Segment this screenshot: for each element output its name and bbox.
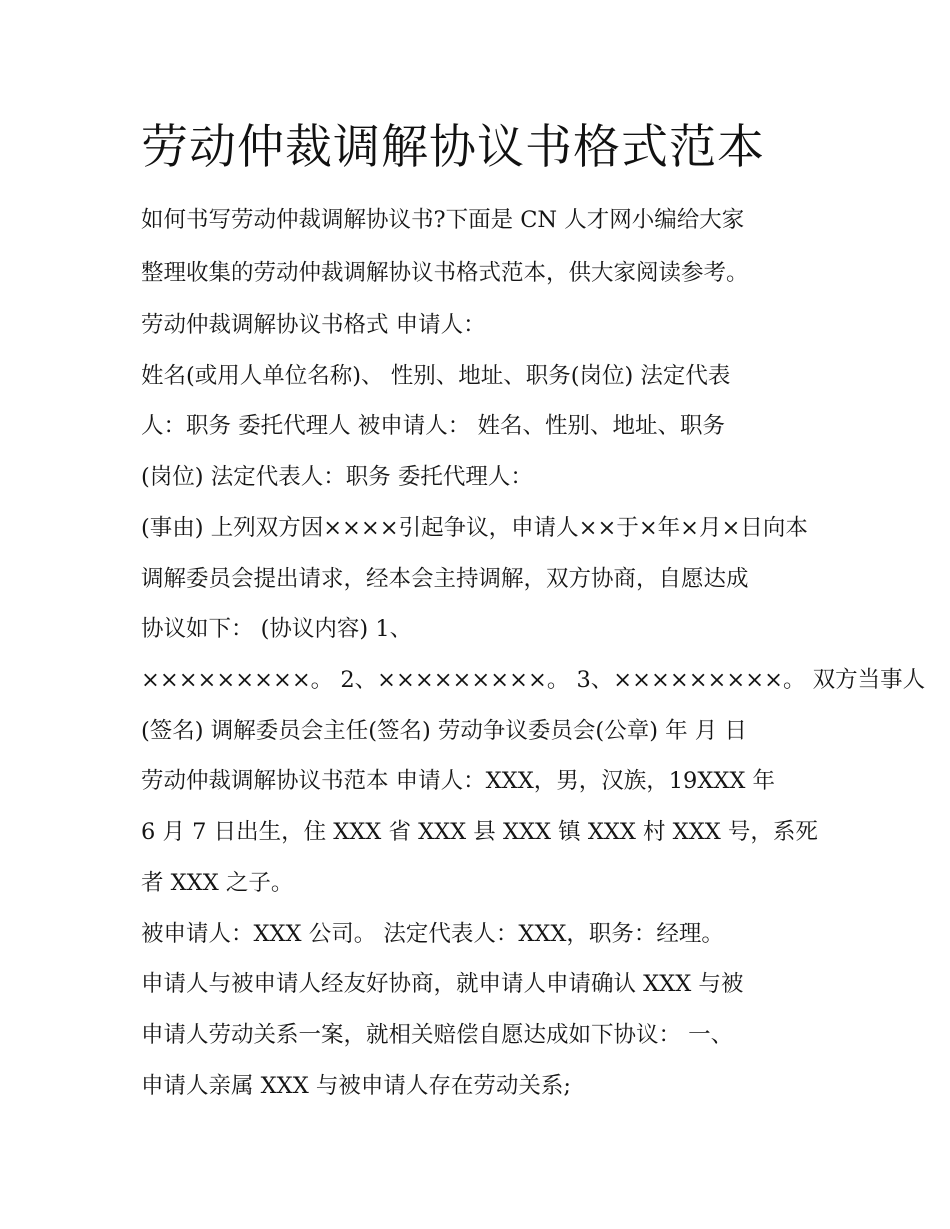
body-line: 如何书写劳动仲裁调解协议书?下面是 CN 人才网小编给大家 bbox=[141, 207, 745, 233]
body-line: 劳动仲裁调解协议书范本 申请人：XXX，男，汉族，19XXX 年 bbox=[141, 768, 776, 794]
body-line: 6 月 7 日出生，住 XXX 省 XXX 县 XXX 镇 XXX 村 XXX 号，系死 bbox=[141, 819, 818, 845]
body-line: 被申请人：XXX 公司。 法定代表人：XXX，职务：经理。 bbox=[141, 921, 724, 947]
body-line: 调解委员会提出请求，经本会主持调解，双方协商，自愿达成 bbox=[141, 566, 749, 592]
body-line: 协议如下： (协议内容) 1、 bbox=[141, 616, 413, 642]
body-line: 人：职务 委托代理人 被申请人： 姓名、性别、地址、职务 bbox=[141, 413, 725, 439]
body-line: 申请人亲属 XXX 与被申请人存在劳动关系; bbox=[141, 1073, 571, 1099]
body-line: 姓名(或用人单位名称)、 性别、地址、职务(岗位) 法定代表 bbox=[141, 363, 731, 389]
body-line: 申请人劳动关系一案，就相关赔偿自愿达成如下协议： 一、 bbox=[141, 1022, 734, 1048]
body-line: 整理收集的劳动仲裁调解协议书格式范本，供大家阅读参考。 bbox=[141, 260, 749, 286]
body-line: 者 XXX 之子。 bbox=[141, 870, 294, 896]
document-title: 劳动仲裁调解协议书格式范本 bbox=[141, 120, 765, 175]
body-line: (岗位) 法定代表人：职务 委托代理人： bbox=[141, 464, 533, 490]
body-line: ×××××××××。 2、×××××××××。 3、×××××××××。 双方当事人 bbox=[141, 667, 926, 693]
body-line: (签名) 调解委员会主任(签名) 劳动争议委员会(公章) 年 月 日 bbox=[141, 718, 747, 744]
body-line: 申请人与被申请人经友好协商，就申请人申请确认 XXX 与被 bbox=[141, 971, 744, 997]
body-line: (事由) 上列双方因××××引起争议，申请人××于×年×月×日向本 bbox=[141, 515, 808, 541]
body-line: 劳动仲裁调解协议书格式 申请人： bbox=[141, 312, 486, 338]
